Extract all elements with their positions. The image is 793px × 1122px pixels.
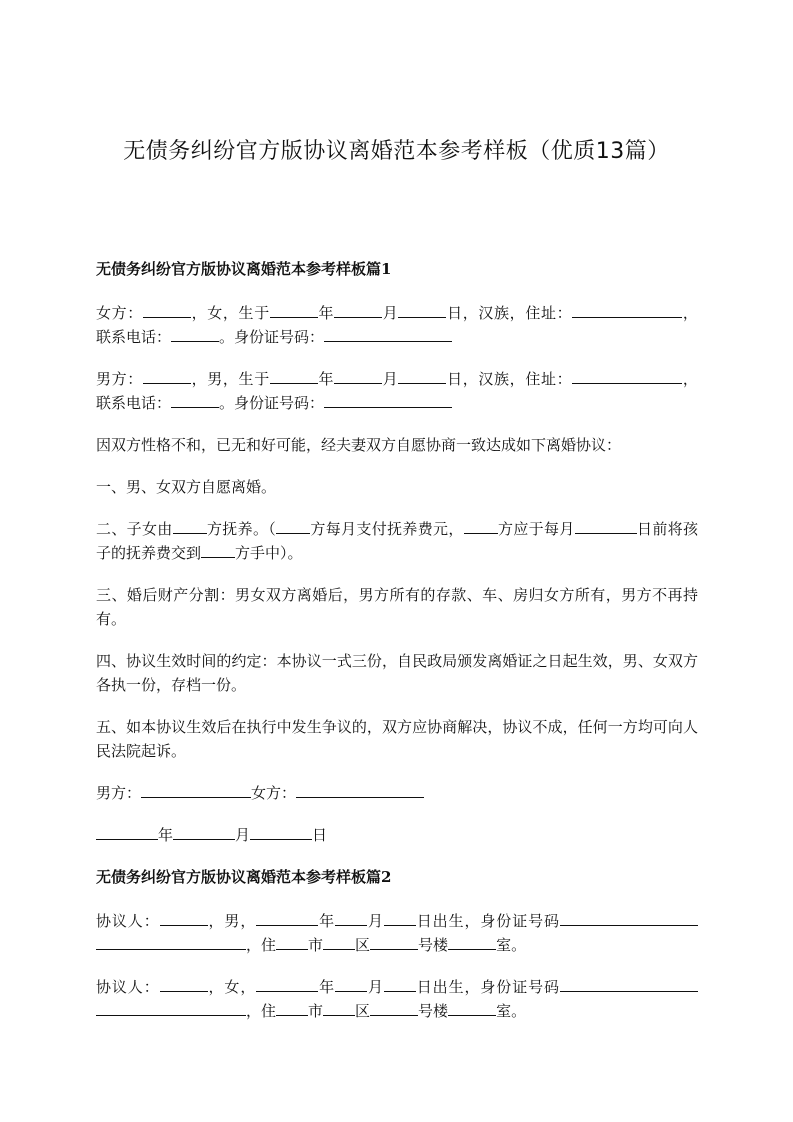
year-text: 年 xyxy=(317,370,335,388)
document-body xyxy=(96,257,698,1023)
male-address-blank-cont[interactable] xyxy=(620,369,682,384)
male-label: 男方： xyxy=(96,370,143,388)
male-birth-year-blank[interactable] xyxy=(270,369,318,384)
support-party-blank[interactable] xyxy=(464,519,498,534)
clause-2-text-f: 方手中）。 xyxy=(235,544,303,562)
day-address-text: 日，汉族，住址： xyxy=(446,304,573,322)
clause-2-text-e: 日前将孩子的抚养费交到 xyxy=(96,520,698,562)
female-signature-label: 女方： xyxy=(251,784,297,802)
party-1-district-blank[interactable] xyxy=(323,935,355,950)
month-text: 月 xyxy=(382,370,399,388)
live-text: ，住 xyxy=(246,936,277,954)
male-id-blank[interactable] xyxy=(324,393,452,408)
building-text: 号楼 xyxy=(418,1002,449,1020)
female-id-blank[interactable] xyxy=(324,327,452,342)
party-1-building-blank[interactable] xyxy=(370,935,418,950)
clause-3: 三、婚后财产分割：男女双方离婚后，男方所有的存款、车、房归女方所有，男方不再持有。 xyxy=(96,586,698,628)
clause-2-text-a: 二、子女由 xyxy=(96,520,173,538)
female-gender-text: ，女，生于 xyxy=(190,304,270,322)
born-id-text: 日出生，身份证号码 xyxy=(415,912,560,930)
male-signature-label: 男方： xyxy=(96,784,142,802)
sign-month-blank[interactable] xyxy=(173,825,235,840)
party-2-gender-text: ，女， xyxy=(207,978,257,996)
male-birth-month-blank[interactable] xyxy=(334,369,382,384)
female-address-blank-cont[interactable] xyxy=(620,303,682,318)
phone-text: ，联系电话： xyxy=(96,370,698,412)
sign-year-blank[interactable] xyxy=(96,825,158,840)
custody-party-blank[interactable] xyxy=(173,519,207,534)
id-text: 。身份证号码： xyxy=(219,328,325,346)
section-heading-1: 无债务纠纷官方版协议离婚范本参考样板篇1 xyxy=(96,260,392,278)
city-text: 市 xyxy=(308,1002,324,1020)
female-birth-month-blank[interactable] xyxy=(334,303,382,318)
id-text: 。身份证号码： xyxy=(219,394,325,412)
female-label: 女方： xyxy=(96,304,143,322)
day-address-text: 日，汉族，住址： xyxy=(446,370,573,388)
party-1-city-blank[interactable] xyxy=(276,935,308,950)
party-2-id-blank[interactable] xyxy=(560,977,698,992)
section-heading-2: 无债务纠纷官方版协议离婚范本参考样板篇2 xyxy=(96,868,392,886)
date-line xyxy=(96,823,698,847)
party-2-day-blank[interactable] xyxy=(384,977,416,992)
clause-1: 一、男、女双方自愿离婚。 xyxy=(96,478,277,496)
clause-2 xyxy=(96,517,698,565)
party-2-year-blank[interactable] xyxy=(256,977,318,992)
clause-4: 四、协议生效时间的约定：本协议一式三份，自民政局颁发离婚证之日起生效，男、女双方各执一份，存档一份。 xyxy=(96,652,698,694)
recipient-party-blank[interactable] xyxy=(201,543,235,558)
party-2-paragraph xyxy=(96,975,698,1023)
party-1-month-blank[interactable] xyxy=(335,911,367,926)
room-text: 室。 xyxy=(496,1002,527,1020)
sign-day-blank[interactable] xyxy=(250,825,312,840)
party-1-name-blank[interactable] xyxy=(160,911,208,926)
female-name-blank[interactable] xyxy=(143,303,191,318)
party-1-gender-text: ，男， xyxy=(207,912,257,930)
female-signature-blank[interactable] xyxy=(296,783,424,798)
year-text: 年 xyxy=(317,304,335,322)
party-1-paragraph xyxy=(96,909,698,957)
party-2-month-blank[interactable] xyxy=(335,977,367,992)
phone-text: ，联系电话： xyxy=(96,304,698,346)
party-2-room-blank[interactable] xyxy=(448,1001,496,1016)
female-birth-day-blank[interactable] xyxy=(398,303,446,318)
building-text: 号楼 xyxy=(418,936,449,954)
clause-5: 五、如本协议生效后在执行中发生争议的，双方应协商解决，协议不成，任何一方均可向人民法院起诉。 xyxy=(96,718,698,760)
month-text: 月 xyxy=(382,304,399,322)
female-phone-blank[interactable] xyxy=(171,327,219,342)
year-text: 年 xyxy=(158,826,174,844)
year-text: 年 xyxy=(318,912,336,930)
party-2-district-blank[interactable] xyxy=(323,1001,355,1016)
male-signature-blank[interactable] xyxy=(141,783,251,798)
male-phone-blank[interactable] xyxy=(171,393,219,408)
intro-paragraph: 因双方性格不和，已无和好可能，经夫妻双方自愿协商一致达成如下离婚协议： xyxy=(96,436,622,454)
live-text: ，住 xyxy=(246,1002,277,1020)
day-text: 日 xyxy=(312,826,328,844)
male-gender-text: ，男，生于 xyxy=(190,370,270,388)
party-2-id-blank-cont[interactable] xyxy=(96,1001,246,1016)
clause-2-text-c: 方每月支付抚养费元， xyxy=(310,520,464,538)
payment-day-blank[interactable] xyxy=(575,519,637,534)
female-address-blank[interactable] xyxy=(572,303,620,318)
female-info-paragraph xyxy=(96,301,698,349)
clause-2-text-b: 方抚养。（ xyxy=(206,520,277,538)
party-2-building-blank[interactable] xyxy=(370,1001,418,1016)
party-1-year-blank[interactable] xyxy=(256,911,318,926)
party-label: 协议人： xyxy=(96,912,160,930)
year-text: 年 xyxy=(318,978,336,996)
month-text: 月 xyxy=(235,826,251,844)
party-1-day-blank[interactable] xyxy=(384,911,416,926)
female-birth-year-blank[interactable] xyxy=(270,303,318,318)
city-text: 市 xyxy=(308,936,324,954)
male-address-blank[interactable] xyxy=(572,369,620,384)
male-birth-day-blank[interactable] xyxy=(398,369,446,384)
clause-2-text-d: 方应于每月 xyxy=(497,520,575,538)
document-title: 无债务纠纷官方版协议离婚范本参考样板（优质13篇） xyxy=(123,139,670,164)
party-2-city-blank[interactable] xyxy=(276,1001,308,1016)
district-text: 区 xyxy=(355,936,371,954)
month-text: 月 xyxy=(367,978,384,996)
room-text: 室。 xyxy=(496,936,527,954)
male-name-blank[interactable] xyxy=(143,369,191,384)
district-text: 区 xyxy=(355,1002,371,1020)
signature-line xyxy=(96,781,698,805)
support-payer-blank[interactable] xyxy=(276,519,310,534)
party-2-name-blank[interactable] xyxy=(160,977,208,992)
month-text: 月 xyxy=(367,912,384,930)
born-id-text: 日出生，身份证号码 xyxy=(415,978,560,996)
party-1-id-blank-cont[interactable] xyxy=(96,935,246,950)
male-info-paragraph xyxy=(96,367,698,415)
party-label: 协议人： xyxy=(96,978,160,996)
party-1-id-blank[interactable] xyxy=(560,911,698,926)
party-1-room-blank[interactable] xyxy=(448,935,496,950)
